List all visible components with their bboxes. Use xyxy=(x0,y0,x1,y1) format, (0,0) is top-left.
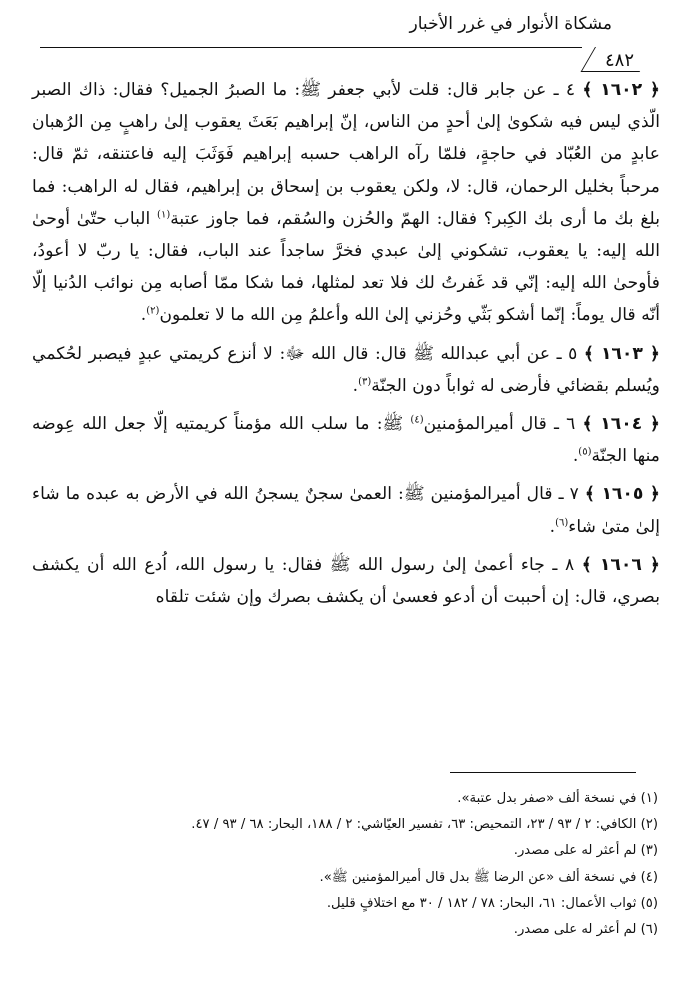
hadith-text: ٦ ـ قال أميرالمؤمنين xyxy=(423,414,576,435)
page-number: ٤٨٢ xyxy=(604,50,634,71)
hadith-end: . xyxy=(140,305,147,326)
hadith-text: ٥ ـ عن أبي عبدالله ﷺ قال: قال الله ﷻ: لا أنزع كريمتي عبدٍ فيصبر لحُكمي ويُسلم بقضائي فأرضى له ثواباً دون الجنّة xyxy=(32,343,660,396)
hadith-end: . xyxy=(352,375,359,396)
footnote-ref: (٦) xyxy=(555,516,569,528)
hadith-text: ٨ ـ جاء أعمىٰ إلىٰ رسول الله ﷺ فقال: يا رسول الله، اُدع الله أن يكشف بصري، قال: إن أحببت أن أدعو فعسىٰ أن يكشف بصرك وإن شئت تلقاه xyxy=(32,554,660,608)
hadith-1605 xyxy=(32,478,660,542)
book-title: مشكاة الأنوار في غرر الأخبار xyxy=(409,14,612,34)
hadith-text-continued: الباب حتّىٰ أوحىٰ الله إليه: يا يعقوب، تشكوني إلىٰ عبدي فخرَّ ساجداً عند الباب، فقال: يا ربّ لا أعودُ، فأوحىٰ الله إليه: إنّي قد غَفرتُ لك فلا تعد لمثلها، فما شكا ممّا أصابه مِن نوائب الدُنيا إلّا أنّه قال يوماً: إنّما أشكو بَثّي وحُزني إلىٰ الله وأعلمُ مِن الله ما لا تعلمون xyxy=(32,208,660,326)
footnote-3: (٣) لم أعثر له على مصدر. xyxy=(513,843,658,859)
footnote-6: (٦) لم أعثر له على مصدر. xyxy=(513,922,658,938)
footnote-2: (٢) الكافي: ٢ / ٩٣ / ٢٣، التمحيص: ٦٣، تفسير العيّاشي: ٢ / ١٨٨، البحار: ٦٨ / ٩٣ / ٤٧. xyxy=(191,817,658,833)
footnote-4: (٤) في نسخة ألف «عن الرضا ﷺ بدل قال أميرالمؤمنين ﷺ». xyxy=(319,869,658,885)
footnote-ref: (٣) xyxy=(358,376,372,388)
hadith-number: ﴿ ١٦٠٤ ﴾ xyxy=(582,414,661,435)
hadith-number: ﴿ ١٦٠٢ ﴾ xyxy=(582,80,660,100)
hadith-1606 xyxy=(32,549,660,613)
page-header xyxy=(0,8,694,70)
footnote-1: (١) في نسخة ألف «صفر بدل عتبة». xyxy=(457,791,658,806)
main-text xyxy=(32,74,660,619)
footnote-separator xyxy=(450,772,636,773)
hadith-1604 xyxy=(32,408,660,472)
hadith-1603 xyxy=(32,338,660,402)
footnote-5: (٥) ثواب الأعمال: ٦١، البحار: ٧٨ / ١٨٢ / ٣٠ مع اختلافٍ قليل. xyxy=(326,895,658,911)
hadith-number: ﴿ ١٦٠٣ ﴾ xyxy=(583,343,660,364)
hadith-number: ﴿ ١٦٠٦ ﴾ xyxy=(581,554,660,575)
hadith-text: ٤ ـ عن جابر قال: قلت لأبي جعفر ﷺ: ما الصبرُ الجميل؟ فقال: ذاك الصبر الّذي ليس فيه شكوىٰ إلىٰ أحدٍ من الناس، إنّ إبراهيم بَعَثَ يعقوب إلىٰ راهبٍ مِن الرُهبان عابدٍ من العُبّاد في حاجةٍ، فلمّا رآه الراهب حسبه إبراهيم فَوَثَبَ إليه فاعتنقه، ثمّ قال: مرحباً بخليل الرحمان، قال: لا، ولكن يعقوب بن إسحاق بن إبراهيم، فقال له الراهب: فما بلغ بك ما أرى بك الكِبر؟ فقال: الهمّ والحُزن والسُقم، فما جاوز عتبة xyxy=(32,80,660,229)
footnote-ref: (٤) xyxy=(410,414,424,426)
footnote-ref: (١) xyxy=(157,209,171,221)
footnote-ref: (٢) xyxy=(146,305,160,317)
footnote-ref: (٥) xyxy=(578,446,592,458)
hadith-end: . xyxy=(549,516,556,537)
header-rule xyxy=(40,47,582,48)
hadith-text-continued: ﷺ: ما سلب الله مؤمناً كريمتيه إلّا جعل الله عِوضه منها الجنّة xyxy=(32,414,660,467)
footnotes xyxy=(38,786,658,943)
hadith-1602 xyxy=(32,74,660,332)
hadith-end: . xyxy=(572,446,579,467)
hadith-number: ﴿ ١٦٠٥ ﴾ xyxy=(584,484,660,505)
hadith-text: ٧ ـ قال أميرالمؤمنين ﷺ: العمىٰ سجنٌ يسجنُ الله في الأرض به عبده ما شاء إلىٰ متىٰ شاء xyxy=(32,484,660,537)
